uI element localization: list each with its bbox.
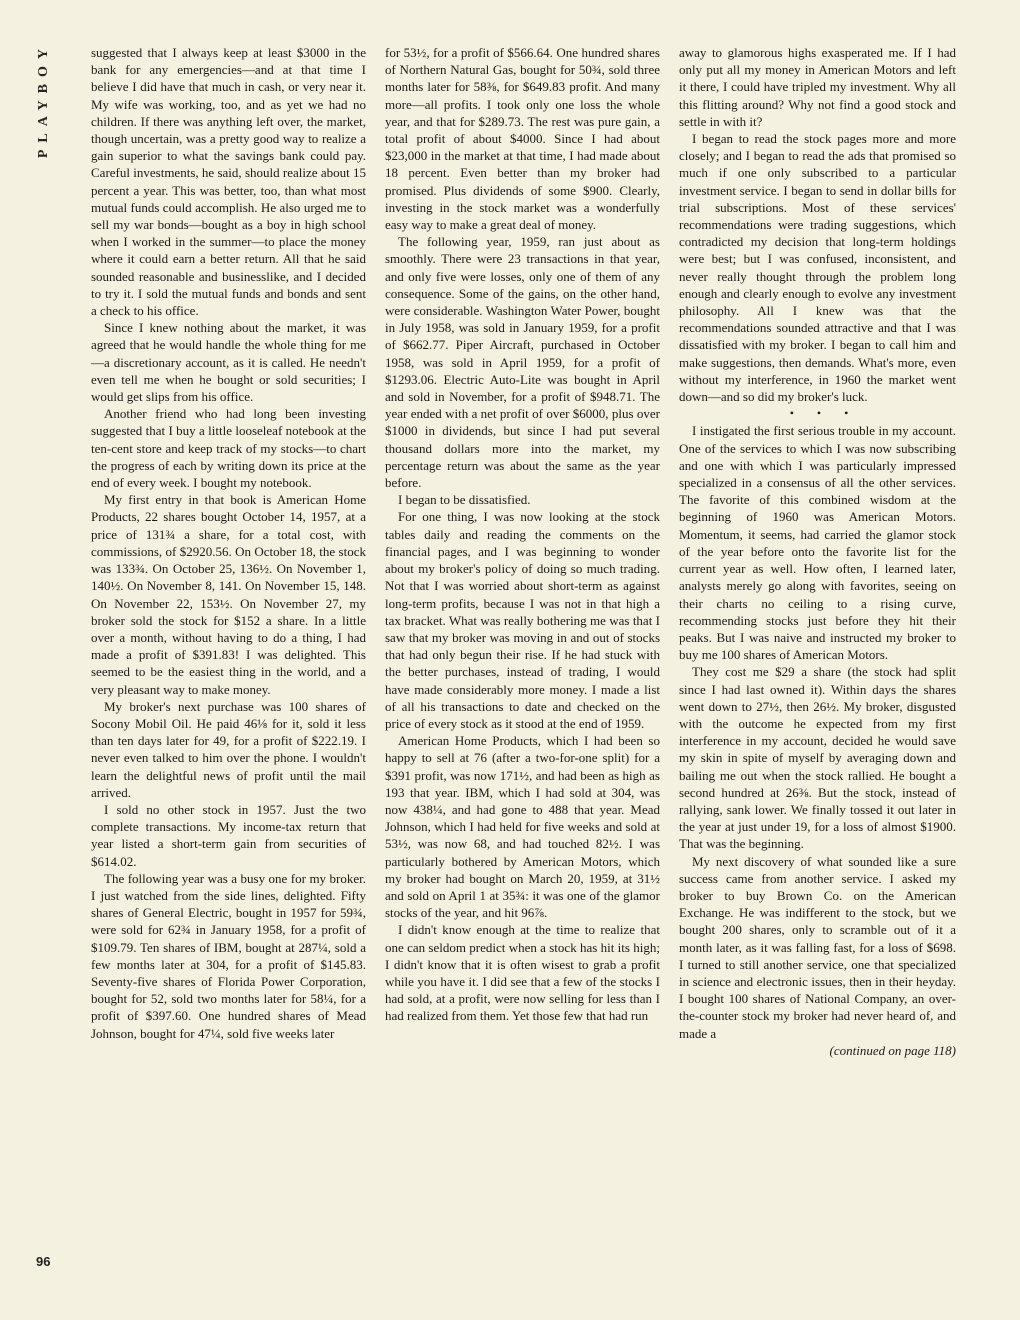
paragraph: for 53½, for a profit of $566.64. One hundred shares of Northern Natural Gas, bought for 50¾, sold three months later for 58⅜, for $649.83 profit. And many more—all profits. I took only one loss the whole year, and that for $289.73. The rest was pure gain, a total profit of about $4000. Since I had about $23,000 in the market at that time, I had made about 18 percent. Even better than my broker had promised. Plus dividends of some $900. Clearly, investing in the stock market was a wonderfully easy way to make a great deal of money. bbox=[385, 45, 660, 233]
paragraph: Since I knew nothing about the market, it was agreed that he would handle the whole thing for me—a discretionary account, as it is called. He needn't even tell me when he bought or sold securities; I would get slips from his office. bbox=[91, 320, 366, 405]
paragraph: I instigated the first serious trouble in my account. One of the services to which I was now subscribing and one with which I was particularly impressed specialized in a consensus of all the other services. The favorite of this combined wisdom at the beginning of 1960 was American Motors. Momentum, it seems, had carried the glamor stock of the year before onto the favorite list for the current year as well. How often, I learned later, analysts merely go along with favorites, seeing on their charts no ceiling to a rising curve, recommending stocks just before they hit their peaks. But I was naive and instructed my broker to buy me 100 shares of American Motors. bbox=[679, 423, 956, 663]
paragraph: I began to read the stock pages more and more closely; and I began to read the ads that promised so much if one only subscribed to a particular investment service. I began to send in dollar bills for trial subscriptions. Most of these services' recommendations were trading suggestions, which contradicted my decision that long-term holdings were best; but I was confused, inconsistent, and never really thought through the problem long enough and clearly enough to evolve any investment philosophy. All I knew was that the recommendations sounded attractive and that I was dissatisfied with my broker. I began to call him and make suggestions, then demands. What's more, even without my interference, in 1960 the market went down—and so did my broker's luck. bbox=[679, 131, 956, 405]
paragraph: away to glamorous highs exasperated me. If I had only put all my money in American Motors and left it there, I could have tripled my investment. Why all this flitting around? Why not find a good stock and settle in with it? bbox=[679, 45, 956, 129]
text-column-3 bbox=[679, 44, 956, 1059]
paragraph: American Home Products, which I had been so happy to sell at 76 (after a two-for-one split) for a $391 profit, was now 171½, and had been as high as 193 that year. IBM, which I had sold at 304, was now 438¼, and had gone to 488 that year. Mead Johnson, which I had held for five weeks and sold at 53½, was now 68, and had touched 82½. I was particularly bothered by American Motors, which my broker had bought on March 20, 1959, at 31½ and sold on April 1 at 35¾: it was one of the glamor stocks of the year, and hit 96⅞. bbox=[385, 733, 660, 921]
paragraph: Another friend who had long been investing suggested that I buy a little looseleaf notebook at the ten-cent store and keep track of my stocks—to chart the progress of each by writing down its price at the end of every week. I bought my notebook. bbox=[91, 406, 366, 491]
paragraph: I sold no other stock in 1957. Just the two complete transactions. My income-tax return that year listed a short-term gain from securities of $614.02. bbox=[91, 801, 366, 869]
paragraph: They cost me $29 a share (the stock had split since I had last owned it). Within days the shares went down to 27½, then 26½. My broker, disgusted with the outcome he expected from my first interference in my account, decided he would save my skin in spite of myself by averaging down and bailing me out when the stock rallied. He bought a second hundred at 26⅜. But the stock, instead of rallying, sank lower. We finally tossed it out later in the year at just under 19, for a loss of almost $1900. That was the beginning. bbox=[679, 664, 956, 852]
paragraph: The following year was a busy one for my broker. I just watched from the side lines, delighted. Fifty shares of General Electric, bought in 1957 for 59¾, were sold for 62¾ in January 1958, for a profit of $109.79. Ten shares of IBM, bought at 287¼, sold a few months later at 304, for a profit of $145.83. Seventy-five shares of Florida Power Corporation, bought for 52, sold two months later for 58¼, for a profit of $397.60. One hundred shares of Mead Johnson, bought for 47¼, sold five weeks later bbox=[91, 870, 366, 1041]
magazine-name: PLAYBOY bbox=[36, 42, 51, 159]
paragraph: For one thing, I was now looking at the stock tables daily and reading the comments on the financial pages, and I was beginning to wonder about my broker's policy of doing so much trading. Not that I was worried about short-term as against long-term profits, because I was not in that high a tax bracket. What was really bothering me was that I saw that my broker was moving in and out of stocks that had only begun their rise. If he had stuck with the better purchases, instead of trading, I would have made considerably more money. I made a list of all his transactions to date and checked on the price of every stock as it stood at the end of 1959. bbox=[385, 509, 660, 731]
continued-note: (continued on page 118) bbox=[829, 1042, 956, 1058]
text-column-1 bbox=[91, 44, 366, 1042]
paragraph: I began to be dissatisfied. bbox=[398, 492, 531, 508]
text-column-2 bbox=[385, 44, 660, 1025]
page-number: 96 bbox=[36, 1254, 51, 1269]
paragraph: The following year, 1959, ran just about as smoothly. There were 23 transactions in that year, and only five were losses, only one of them of any consequence. Some of the gains, on the other hand, were considerable. Washington Water Power, bought in July 1958, was sold in January 1959, for a profit of $662.77. Piper Aircraft, purchased in October 1958, was sold in April 1959, for a profit of $1293.06. Electric Auto-Lite was bought in April and sold in November, for a profit of $948.71. The year ended with a net profit of over $6000, plus over $1000 in dividends, but since I had put several thousand dollars more into the market, my percentage return was about the same as the year before. bbox=[385, 234, 660, 491]
paragraph: My next discovery of what sounded like a sure success came from another service. I asked my broker to buy Brown Co. on the American Exchange. He was indifferent to the stock, but we bought 200 shares, only to scramble out of it a month later, as it was falling fast, for a loss of $698. I turned to still another service, one that specialized in science and electronic issues, then in their heyday. I bought 100 shares of National Company, an over-the-counter stock my broker had never heard of, and made a bbox=[679, 853, 956, 1041]
section-break: • • • bbox=[789, 406, 859, 421]
paragraph: My first entry in that book is American Home Products, 22 shares bought October 14, 1957, at a price of 131¾ a share, for a total cost, with commissions, of $2920.56. On October 18, the stock was 133¾. On October 25, 136½. On November 1, 140½. On November 8, 141. On November 15, 148. On November 22, 153½. On November 27, my broker sold the stock for $152 a share. In a little over a month, without having to do a thing, I had made a profit of $391.83! I was delighted. This seemed to be the easiest thing in the world, and a very pleasant way to make money. bbox=[91, 492, 366, 697]
paragraph: suggested that I always keep at least $3000 in the bank for any emergencies—and at that time I believe I did have that much in cash, or very near it. My wife was working, too, and as yet we had no children. If there was anything left over, the market, though uncertain, was a pretty good way to realize a gain superior to what the savings bank could pay. Careful investments, he said, should realize about 15 percent a year. This was better, too, than what most mutual funds could accomplish. He also urged me to sell my war bonds—bought as a boy in high school when I worked in the summer—to place the money where it could earn a better return. All that he said sounded reasonable and businesslike, and I decided to try it. I sold the mutual funds and bonds and sent a check to his office. bbox=[91, 45, 366, 319]
paragraph: I didn't know enough at the time to realize that one can seldom predict when a stock has hit its high; I didn't know that it is often wisest to grab a profit while you have it. I did see that a few of the stocks I had sold, at a profit, were now selling for less than I had realized from them. Yet those few that had run bbox=[385, 922, 660, 1024]
paragraph: My broker's next purchase was 100 shares of Socony Mobil Oil. He paid 46⅛ for it, sold it less than ten days later for 49, for a profit of $222.19. I never even talked to him over the phone. I wouldn't learn the delightful news of profit until the mail arrived. bbox=[91, 698, 366, 800]
